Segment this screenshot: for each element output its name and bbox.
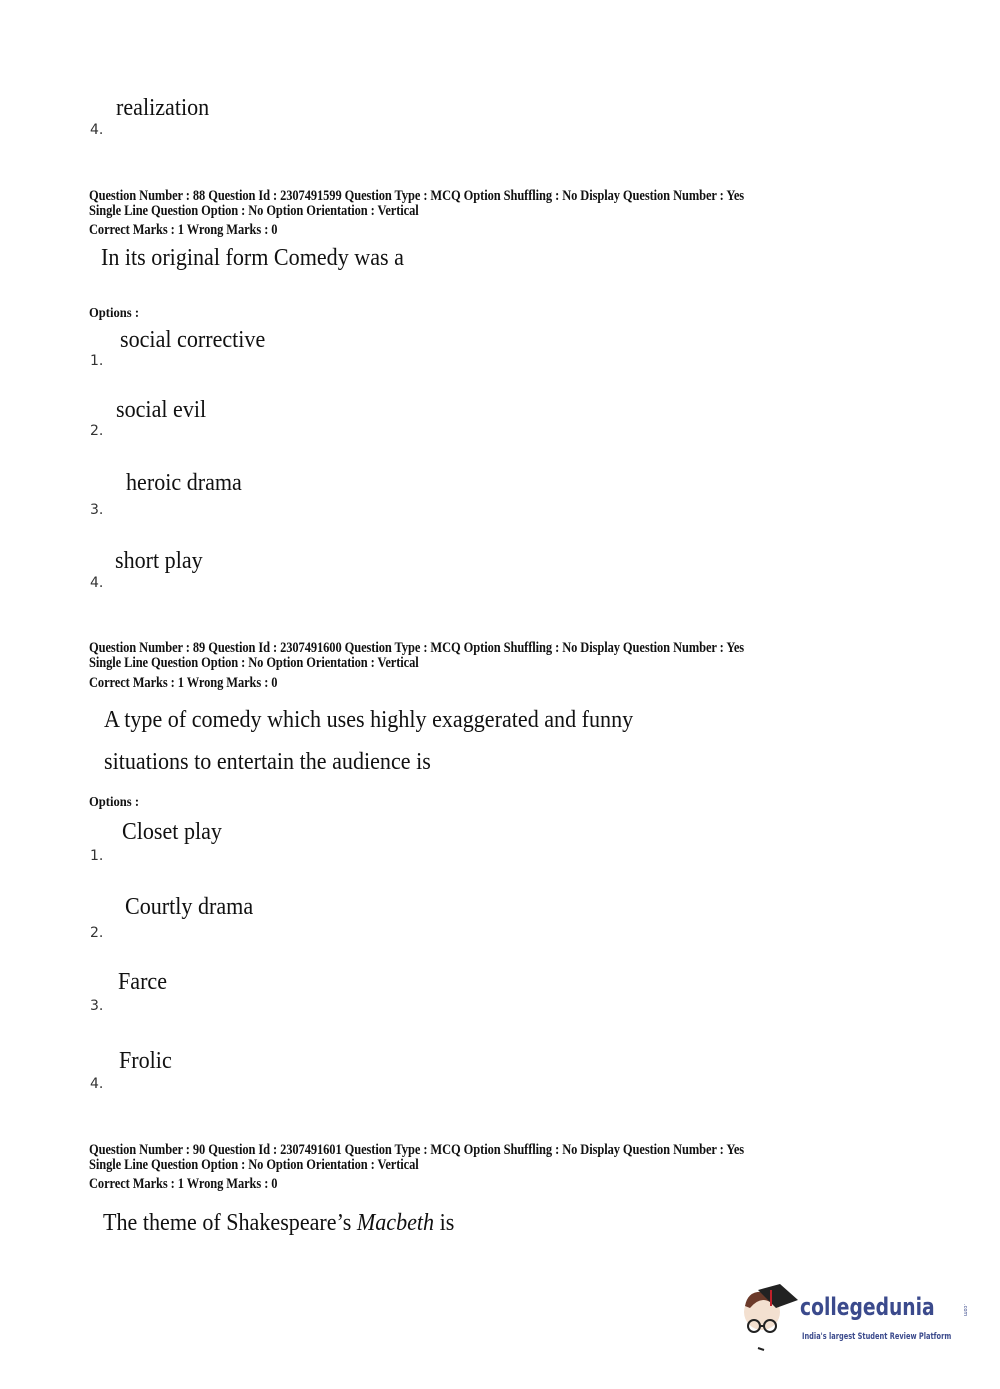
question-meta: Single Line Question Option : No Option Orientation : Vertical	[89, 1157, 419, 1173]
logo-tagline: India's largest Student Review Platform	[802, 1332, 952, 1342]
option-text: social corrective	[120, 327, 266, 353]
question-meta: Question Number : 89 Question Id : 2307491600 Question Type : MCQ Option Shuffling : No Display Question Number : Yes	[89, 640, 745, 656]
question-marks: Correct Marks : 1 Wrong Marks : 0	[89, 1176, 278, 1192]
option-number: 3.	[90, 502, 104, 518]
play-title: Macbeth	[356, 1210, 435, 1236]
option-number: 4.	[90, 1076, 104, 1092]
question-text-end: is	[434, 1210, 455, 1236]
option-text: heroic drama	[126, 470, 242, 496]
option-text: social evil	[116, 397, 207, 423]
question-text	[103, 1211, 454, 1235]
question-meta: Question Number : 88 Question Id : 2307491599 Question Type : MCQ Option Shuffling : No Display Question Number : Yes	[89, 188, 745, 204]
question-text-start: The theme of Shakespeare’s	[103, 1210, 357, 1236]
option-text: realization	[116, 95, 210, 121]
option-text: Frolic	[119, 1048, 172, 1074]
mascot-icon	[740, 1282, 802, 1352]
collegedunia-logo	[740, 1282, 980, 1352]
question-marks: Correct Marks : 1 Wrong Marks : 0	[89, 675, 278, 691]
option-text: Courtly drama	[125, 894, 254, 920]
options-label: Options :	[89, 306, 140, 321]
logo-suffix: .com	[962, 1304, 968, 1317]
question-meta: Question Number : 90 Question Id : 2307491601 Question Type : MCQ Option Shuffling : No Display Question Number : Yes	[89, 1142, 745, 1158]
option-number: 4.	[90, 575, 104, 591]
option-number: 2.	[90, 423, 104, 439]
question-text: situations to entertain the audience is	[104, 749, 431, 775]
logo-name: collegedunia	[800, 1293, 935, 1321]
option-number: 3.	[90, 998, 104, 1014]
option-number: 1.	[90, 848, 104, 864]
question-meta: Single Line Question Option : No Option Orientation : Vertical	[89, 203, 419, 219]
option-text: short play	[115, 548, 203, 574]
option-number: 4.	[90, 122, 104, 138]
option-text: Farce	[118, 969, 168, 995]
option-text: Closet play	[122, 819, 222, 845]
question-text: In its original form Comedy was a	[101, 245, 404, 271]
options-label: Options :	[89, 795, 140, 810]
question-meta: Single Line Question Option : No Option Orientation : Vertical	[89, 655, 419, 671]
option-number: 1.	[90, 353, 104, 369]
question-marks: Correct Marks : 1 Wrong Marks : 0	[89, 222, 278, 238]
question-text: A type of comedy which uses highly exaggerated and funny	[104, 707, 634, 733]
option-number: 2.	[90, 925, 104, 941]
